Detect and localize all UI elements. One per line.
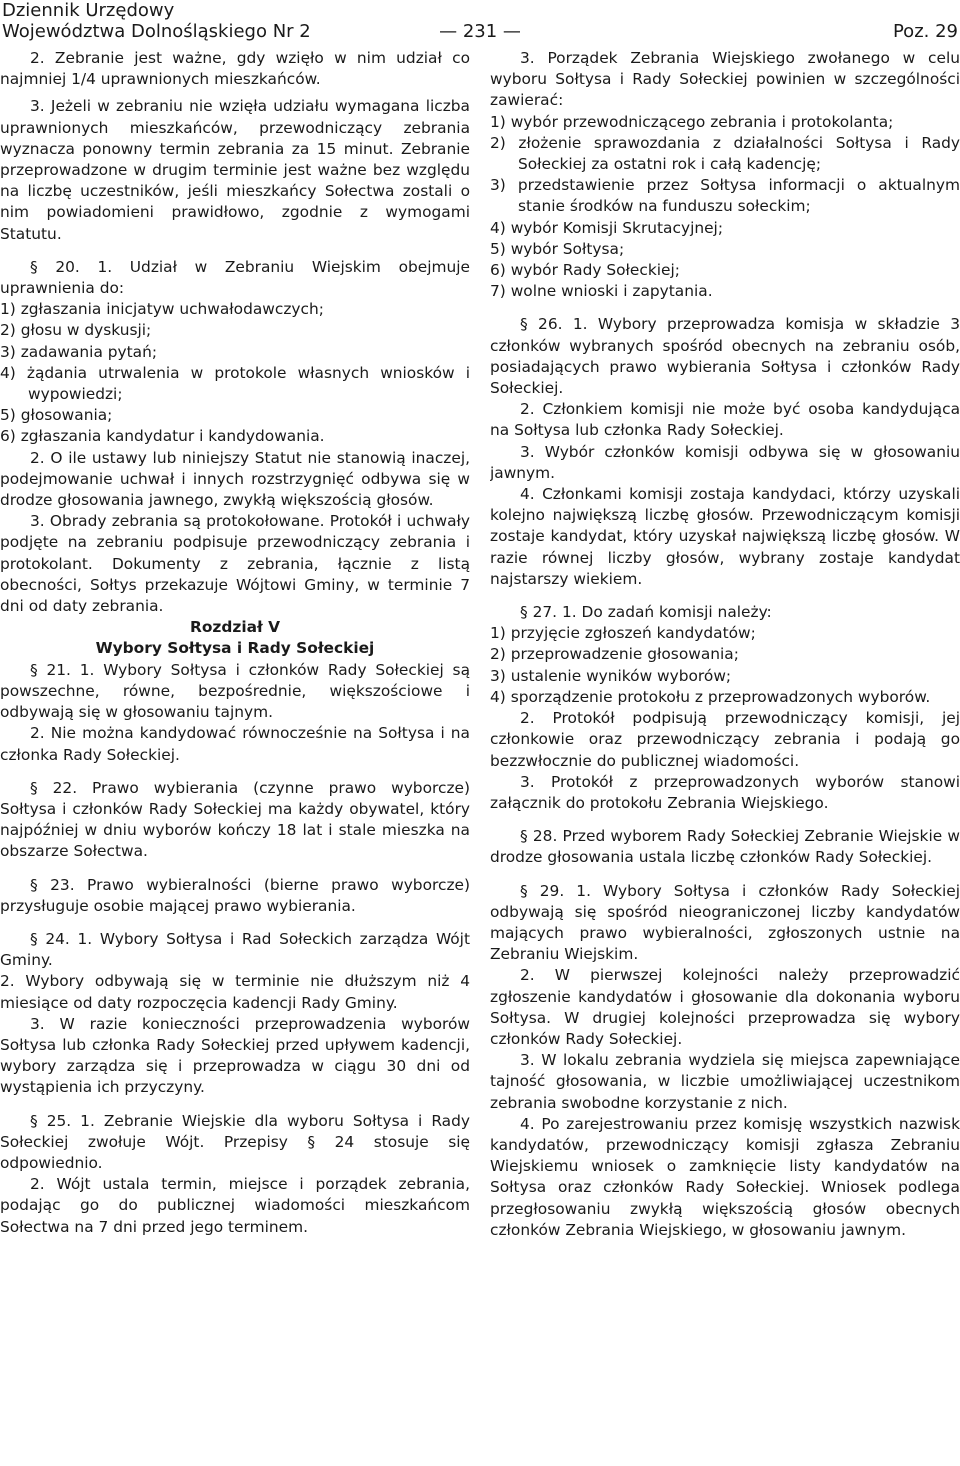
paragraph: 3. Jeżeli w zebraniu nie wzięła udziału wymagana liczba uprawnionych mieszkańców, przewodniczący zebrania wyznacza ponowny termin zebrania za 15 minut. Zebranie przeprowadzone w drugim terminie jest ważne bez względu na liczbę uczestników, jeśli mieszkańcy Sołectwa zostali o nim powiadomieni prawidłowo, zgodnie z wymogami Statutu. [0,97,470,243]
paragraph: 3. Obrady zebrania są protokołowane. Protokół i uchwały podjęte na zebraniu podpisuje przewodniczący zebrania i protokolant. Dokumenty z zebrania, łącznie z listą obecności, Sołtys przekazuje Wójtowi Gminy, w terminie 7 dni od daty zebrania. [0,512,470,616]
list-item: 1) przyjęcie zgłoszeń kandydatów; [490,624,756,643]
chapter-title: Wybory Sołtysa i Rady Sołeckiej [95,639,375,658]
section-27: § 27. 1. Do zadań komisji należy: [520,603,772,622]
chapter-number: Rozdział V [190,618,280,637]
list-item: 7) wolne wnioski i zapytania. [490,282,713,301]
paragraph: 3. W razie konieczności przeprowadzenia wyborów Sołtysa lub członka Rady Sołeckiej przed upływem kadencji, wybory zarządza się i przeprowadza w ciągu 30 dni od wystąpienia ich przyczyny. [0,1014,470,1097]
left-column [0,48,470,1460]
paragraph: 3. Wybór członków komisji odbywa się w głosowaniu jawnym. [490,442,960,482]
paragraph: 2. Wójt ustala termin, miejsce i porządek zebrania, podając go do publicznej wiadomości mieszkańcom Sołectwa na 7 dni przed jego terminem. [0,1175,470,1236]
paragraph: 3. W lokalu zebrania wydziela się miejsca zapewniające tajność głosowania, w liczbie umożliwiającej uczestnikom zebrania swobodne korzystanie z nich. [490,1051,960,1112]
section-26: § 26. 1. Wybory przeprowadza komisja w składzie 3 członków wybranych spośród obecnych na zebraniu osób, posiadających prawo wybierania Sołtysa i członków Rady Sołeckiej. [490,315,960,398]
paragraph: 3. Porządek Zebrania Wiejskiego zwołanego w celu wyboru Sołtysa i Rady Sołeckiej powinien w szczególności zawierać: [490,49,960,110]
list-item: 1) zgłaszania inicjatyw uchwałodawczych; [0,300,324,319]
section-21: § 21. 1. Wybory Sołtysa i członków Rady Sołeckiej są powszechne, równe, bezpośrednie, większościowe i odbywają się w głosowaniu tajnym. [0,660,470,722]
list-item: 4) wybór Komisji Skrutacyjnej; [490,218,724,237]
paragraph: 2. Nie można kandydować równocześnie na Sołtysa i na członka Rady Sołeckiej. [0,724,470,764]
list-item: 1) wybór przewodniczącego zebrania i protokolanta; [490,112,894,131]
voivodeship-issue: Województwa Dolnośląskiego Nr 2 [2,21,311,42]
section-20: § 20. 1. Udział w Zebraniu Wiejskim obejmuje uprawnienia do: [0,257,470,298]
section-28: § 28. Przed wyborem Rady Sołeckiej Zebranie Wiejskie w drodze głosowania ustala liczbę członków Rady Sołeckiej. [490,827,960,867]
paragraph: 2. W pierwszej kolejności należy przeprowadzić zgłoszenie kandydatów i głosowanie dla dokonania wyboru Sołtysa. W drugiej kolejności przeprowadza się wybory członków Rady Sołeckiej. [490,966,960,1048]
list-item: 2) złożenie sprawozdania z działalności Sołtysa i Rady Sołeckiej za ostatni rok i całą kadencję; [490,133,960,174]
paragraph: 3. Protokół z przeprowadzonych wyborów stanowi załącznik do protokołu Zebrania Wiejskiego. [490,772,960,812]
list-item: 4) żądania utrwalenia w protokole własnych wniosków i wypowiedzi; [0,363,470,404]
section-29: § 29. 1. Wybory Sołtysa i członków Rady Sołeckiej odbywają się spośród nieograniczonej liczby kandydatów mających prawo wybieralności, zgłoszonych ustnie na Zebraniu Wiejskim. [490,881,960,964]
section-25: § 25. 1. Zebranie Wiejskie dla wyboru Sołtysa i Rady Sołeckiej zwołuje Wójt. Przepisy § 24 stosuje się odpowiednio. [0,1111,470,1172]
paragraph: 4. Po zarejestrowaniu przez komisję wszystkich nazwisk kandydatów, przewodniczący komisji zgłasza Zebraniu Wiejskiemu wniosek o zamknięcie listy kandydatów na Sołtysa oraz członków Rady Sołeckiej. Wniosek podlega przegłosowaniu zwykłą większością głosów obecnych członków Zebrania Wiejskiego, w głosowaniu jawnym. [490,1114,960,1239]
list-item: 4) sporządzenie protokołu z przeprowadzonych wyborów. [490,687,931,706]
section-24: § 24. 1. Wybory Sołtysa i Rad Sołeckich zarządza Wójt Gminy. [0,929,470,970]
right-column [490,48,960,1460]
paragraph: 2. Zebranie jest ważne, gdy wzięło w nim udział co najmniej 1/4 uprawnionych mieszkańców. [0,49,470,89]
page-number: — 231 — [439,21,521,42]
position-number: Poz. 29 [892,21,958,42]
list-item: 6) zgłaszania kandydatur i kandydowania. [0,427,325,446]
list-item: 3) przedstawienie przez Sołtysa informacji o aktualnym stanie środków na funduszu sołeckim; [490,176,960,216]
paragraph: 4. Członkami komisji zostaja kandydaci, którzy uzyskali kolejno największą liczbę głosów. Przewodniczącym komisji zostaje kandydat, który uzyskał największą liczbę głosów. W razie równej liczby głosów, wybrany zostaje kandydat najstarszy wiekiem. [490,485,960,588]
paragraph: 2. O ile ustawy lub niniejszy Statut nie stanowią inaczej, podejmowanie uchwał i innych rozstrzygnięć odbywa się w drodze głosowania jawnego, zwykłą większością głosów. [0,448,470,510]
page-header [0,0,960,44]
list-item: 3) ustalenie wyników wyborów; [490,666,732,685]
list-item: 5) głosowania; [0,406,113,425]
publication-title: Dziennik Urzędowy [2,0,175,21]
paragraph: 2. Protokół podpisują przewodniczący komisji, jej członkowie oraz przewodniczący zebrania i podają go bezzwłocznie do publicznej wiadomości. [490,709,960,770]
paragraph: 2. Wybory odbywają się w terminie nie dłuższym niż 4 miesiące od daty rozpoczęcia kadencji Rady Gminy. [0,972,470,1012]
list-item: 2) przeprowadzenie głosowania; [490,645,739,664]
list-item: 2) głosu w dyskusji; [0,321,152,340]
list-item: 5) wybór Sołtysa; [490,239,625,258]
list-item: 3) zadawania pytań; [0,342,158,361]
section-23: § 23. Prawo wybieralności (bierne prawo wyborcze) przysługuje osobie mającej prawo wybierania. [0,875,470,915]
list-item: 6) wybór Rady Sołeckiej; [490,261,680,280]
paragraph: 2. Członkiem komisji nie może być osoba kandydująca na Sołtysa lub członka Rady Sołeckiej. [490,400,960,440]
section-22: § 22. Prawo wybierania (czynne prawo wyborcze) Sołtysa i członków Rady Sołeckiej ma każdy obywatel, który najpóźniej w dniu wyborów kończy 18 lat i stale mieszka na obszarze Sołectwa. [0,778,470,861]
